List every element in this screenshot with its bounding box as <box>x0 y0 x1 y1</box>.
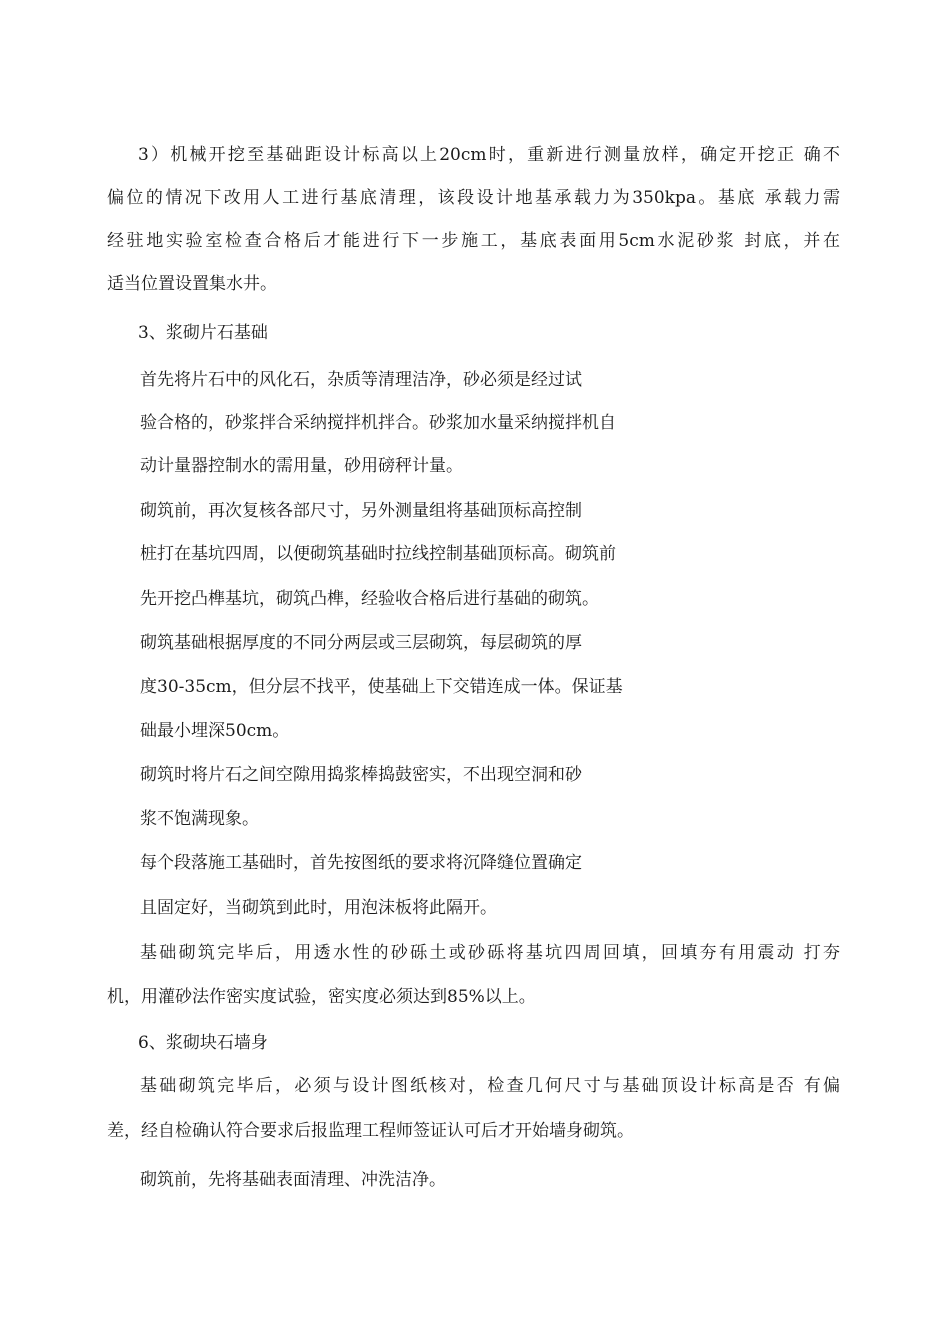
paragraph-line: 基础砌筑完毕后，用透水性的砂砾土或砂砾将基坑四周回填，回填夯有用震动 打夯 <box>140 943 840 963</box>
paragraph-line: 浆不饱满现象。 <box>140 809 259 829</box>
paragraph-line: 先开挖凸榫基坑，砌筑凸榫，经验收合格后进行基础的砌筑。 <box>140 589 599 609</box>
paragraph-line: 且固定好，当砌筑到此时，用泡沫板将此隔开。 <box>140 898 497 918</box>
paragraph-line: 偏位的情况下改用人工进行基底清理，该段设计地基承载力为350kpa。基底 承载力需 <box>107 188 840 208</box>
paragraph-line: 适当位置设置集水井。 <box>107 274 277 294</box>
paragraph-line: 础最小埋深50cm。 <box>140 721 290 741</box>
paragraph-line: 砌筑前，先将基础表面清理、冲洗洁净。 <box>140 1170 446 1190</box>
paragraph-line: 每个段落施工基础时，首先按图纸的要求将沉降缝位置确定 <box>140 853 582 873</box>
paragraph-line: 桩打在基坑四周，以便砌筑基础时拉线控制基础顶标高。砌筑前 <box>140 544 616 564</box>
paragraph-line: 验合格的，砂浆拌合采纳搅拌机拌合。砂浆加水量采纳搅拌机自 <box>140 413 616 433</box>
paragraph-line: 首先将片石中的风化石，杂质等清理洁净，砂必须是经过试 <box>140 370 582 390</box>
paragraph-line: 动计量器控制水的需用量，砂用磅秤计量。 <box>140 456 463 476</box>
paragraph-line: 度30-35cm，但分层不找平，使基础上下交错连成一体。保证基 <box>140 677 623 697</box>
paragraph-line: 机，用灌砂法作密实度试验，密实度必须达到85%以上。 <box>107 987 536 1007</box>
paragraph-line: 差，经自检确认符合要求后报监理工程师签证认可后才开始墙身砌筑。 <box>107 1121 634 1141</box>
section-heading: 3、浆砌片石基础 <box>138 323 268 343</box>
section-heading: 6、浆砌块石墙身 <box>138 1033 268 1053</box>
paragraph-line: 砌筑时将片石之间空隙用捣浆棒捣鼓密实，不出现空洞和砂 <box>140 765 582 785</box>
paragraph-line: 砌筑基础根据厚度的不同分两层或三层砌筑，每层砌筑的厚 <box>140 633 582 653</box>
paragraph-line: 基础砌筑完毕后，必须与设计图纸核对，检查几何尺寸与基础顶设计标高是否 有偏 <box>140 1076 840 1096</box>
paragraph-line: 经驻地实验室检查合格后才能进行下一步施工，基底表面用5cm水泥砂浆 封底，并在 <box>107 231 840 251</box>
paragraph-line: 3）机械开挖至基础距设计标高以上20cm时，重新进行测量放样，确定开挖正 确不 <box>138 145 840 165</box>
paragraph-line: 砌筑前，再次复核各部尺寸，另外测量组将基础顶标高控制 <box>140 501 582 521</box>
